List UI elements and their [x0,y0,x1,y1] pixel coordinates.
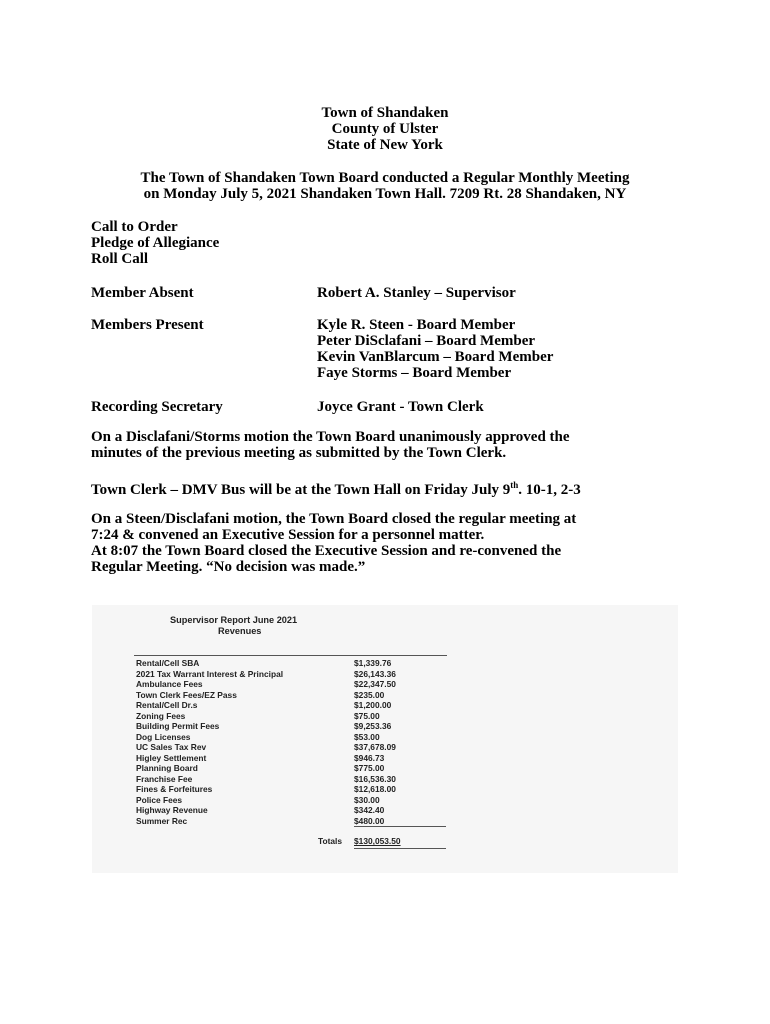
revenue-label: Rental/Cell Dr.s [136,700,198,710]
revenue-label: Dog Licenses [136,731,191,742]
revenue-label: Planning Board [136,763,198,773]
intro-line-1: The Town of Shandaken Town Board conducted a Regular Monthly Meeting [140,170,630,186]
revenue-label: Franchise Fee [136,773,193,784]
recording-secretary-label: Recording Secretary [91,399,223,415]
revenue-amounts [354,658,396,826]
revenue-amount: $26,143.36 [354,668,396,679]
revenue-amount: $12,618.00 [354,784,396,794]
town-clerk-note [91,477,581,498]
revenue-amount: $22,347.50 [354,679,396,689]
recording-secretary-value: Joyce Grant - Town Clerk [317,399,484,415]
member-name: Faye Storms – Board Member [317,365,512,381]
executive-session-paragraph [91,511,576,575]
revenue-label: UC Sales Tax Rev [136,742,207,752]
revenue-labels [136,658,283,826]
supervisor-report [92,605,678,873]
report-divider [134,655,447,656]
revenue-amount: $16,536.30 [354,773,396,784]
clerk-note-text: Town Clerk – DMV Bus will be at the Town Hall on Friday July 9 [91,482,511,498]
totals-double-underline [354,848,446,849]
totals-label: Totals [318,836,343,846]
revenue-label: Fines & Forfeitures [136,784,213,794]
paragraph-line: 7:24 & convened an Executive Session for a personnel matter. [91,527,485,543]
revenue-amount: $480.00 [354,815,385,826]
agenda-item: Roll Call [91,251,149,267]
totals-divider [354,826,446,827]
member-absent-value: Robert A. Stanley – Supervisor [317,285,516,301]
paragraph-line: At 8:07 the Town Board closed the Executive Session and re-convened the [91,543,562,559]
paragraph-line: minutes of the previous meeting as submitted by the Town Clerk. [91,445,507,461]
paragraph-line: Regular Meeting. “No decision was made.” [91,559,366,575]
county-name: County of Ulster [331,121,439,137]
member-name: Kevin VanBlarcum – Board Member [317,349,554,365]
revenue-amount: $9,253.36 [354,721,392,731]
report-subtitle: Revenues [218,626,262,636]
intro-line-2: on Monday July 5, 2021 Shandaken Town Hall. 7209 Rt. 28 Shandaken, NY [143,186,627,202]
revenue-label: Building Permit Fees [136,721,220,731]
revenue-label: Higley Settlement [136,752,207,763]
meeting-intro [0,170,770,202]
agenda-item: Pledge of Allegiance [91,235,220,251]
members-present-list [317,317,553,381]
revenue-amount: $775.00 [354,763,385,773]
clerk-note-superscript: th [510,480,519,490]
minutes-approval-paragraph [91,429,570,461]
revenue-amount: $946.73 [354,752,385,763]
member-name: Peter DiSclafani – Board Member [317,333,536,349]
revenue-amount: $75.00 [354,710,380,721]
totals-amount: $130,053.50 [354,836,401,846]
revenue-amount: $53.00 [354,731,380,742]
revenue-amount: $342.40 [354,805,385,815]
revenue-label: Summer Rec [136,815,188,826]
document-header [0,105,770,153]
revenue-amount: $235.00 [354,689,385,700]
agenda-list [91,219,219,267]
revenue-label: Ambulance Fees [136,679,203,689]
revenue-label: Highway Revenue [136,805,208,815]
members-present-label: Members Present [91,317,204,333]
state-name: State of New York [327,137,443,153]
revenue-amount: $1,200.00 [354,700,392,710]
revenue-label: 2021 Tax Warrant Interest & Principal [136,668,284,679]
report-title: Supervisor Report June 2021 [170,615,298,625]
revenue-amount: $30.00 [354,794,380,805]
revenue-label: Rental/Cell SBA [136,658,200,668]
clerk-note-tail: . 10-1, 2-3 [518,482,581,498]
revenue-amount: $1,339.76 [354,658,392,668]
revenue-label: Town Clerk Fees/EZ Pass [136,689,237,700]
agenda-item: Call to Order [91,219,178,235]
revenue-amount: $37,678.09 [354,742,396,752]
member-absent-label: Member Absent [91,285,194,301]
paragraph-line: On a Disclafani/Storms motion the Town Board unanimously approved the [91,429,570,445]
member-name: Kyle R. Steen - Board Member [317,317,516,333]
revenue-label: Police Fees [136,794,183,805]
town-name: Town of Shandaken [321,105,449,121]
revenue-label: Zoning Fees [136,710,186,721]
paragraph-line: On a Steen/Disclafani motion, the Town Board closed the regular meeting at [91,511,577,527]
